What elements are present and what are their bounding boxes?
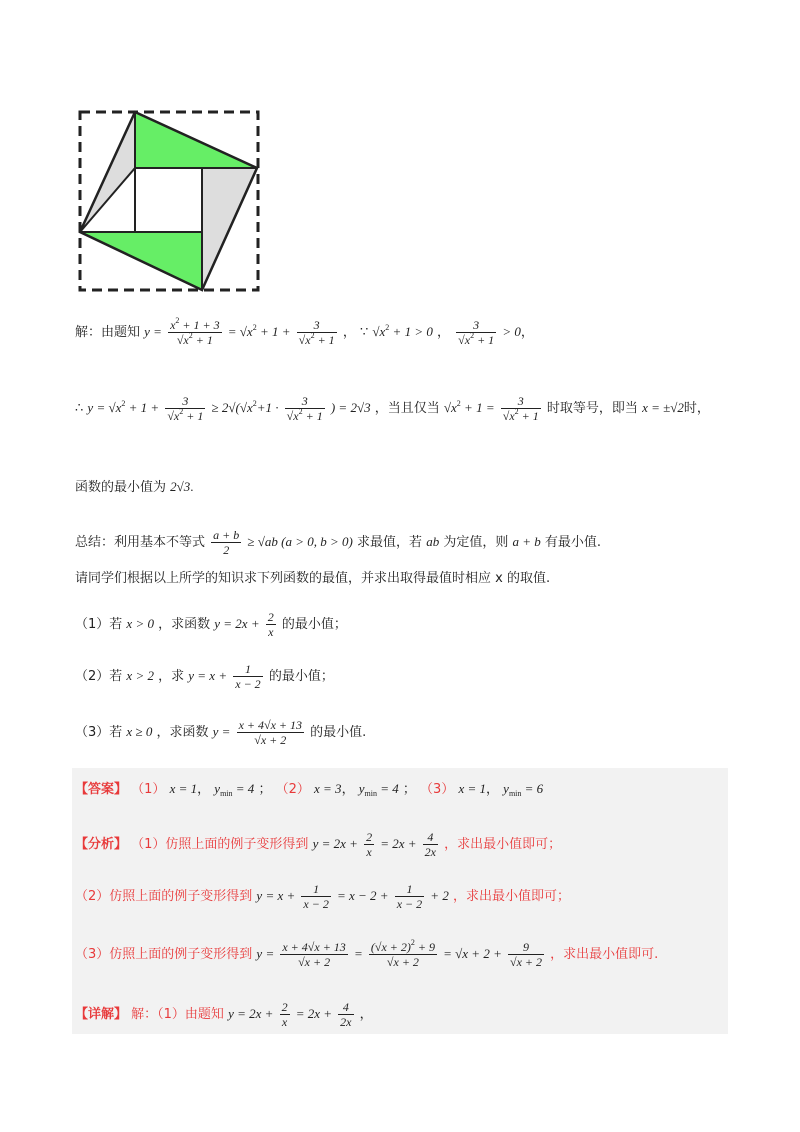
analysis-tag: 【分析】 [75, 837, 128, 852]
x-value: x = ±√2 [642, 400, 684, 415]
detail-line: 【详解】 解：（1）由题知 y = 2x + $\frac{2}{x}$ = 2x + $\frac{4}{2x}$ ， [75, 1000, 373, 1029]
inner-square [135, 168, 202, 232]
because-symbol: ∵ [359, 324, 369, 339]
problem-2: （2）若 x > 2 ，求 y = x + $\frac{1}{x - 2}$ 的最小值； [75, 662, 334, 691]
solution-prefix: 解：由题知 [75, 325, 141, 340]
prompt-text: 请同学们根据以上所学的知识求下列函数的最值，并求出取得最值时相应 x 的取值. [75, 571, 551, 586]
summary-line: 总结：利用基本不等式 $\frac{a + b}{2}$ ≥ √ab (a > 0, b > 0) 求最值，若 ab 为定值，则 a + b 有最小值. [75, 528, 602, 557]
detail-tag: 【详解】 [75, 1007, 128, 1022]
solution-equation-1: y = [144, 324, 162, 339]
problem-1: （1）若 x > 0 ，求函数 y = 2x + $\frac{2}{x}$ 的最小值； [75, 610, 347, 639]
fraction-1: $\frac{x^2 + 1 + 3}{√x^2 + 1}$ [170, 316, 220, 347]
min-value: 2√3 [170, 479, 191, 494]
solution-line-2: ∴ $y = √x^2 + 1$ + $\frac{3}{√x^2 + 1}$ ≥ $2√(√x^2+1$ · $\frac{3}{√x^2 + 1}$ ) = 2√3 ，当且仅当 $√x^2 + 1$ = $\frac{3}{√x^2 + 1}$ 时取等号，即当 x = ±√2时， [75, 394, 710, 423]
problem-3: （3）若 x ≥ 0 ，求函数 y = $\frac{x + 4√x + 13}{√x + 2}$ 的最小值. [75, 718, 367, 747]
therefore-symbol: ∴ [75, 400, 84, 415]
analysis-line-2: （2）仿照上面的例子变形得到 y = x + $\frac{1}{x - 2}$ = x − 2 + $\frac{1}{x - 2}$ + 2 ，求出最小值即可； [75, 882, 570, 911]
solution-line-3: 函数的最小值为 2√3. [75, 479, 194, 495]
solution-line-1: 解：由题知 y = $\frac{x^2 + 1 + 3}{√x^2 + 1}$ = $√x^2 + 1$ + $\frac{3}{√x^2 + 1}$ ， ∵ $√x^2 + 1 > 0$ ， $\frac{3}{√x^2 + 1}$ > 0， [75, 316, 534, 347]
analysis-line-1: 【分析】 （1）仿照上面的例子变形得到 y = 2x + $\frac{2}{x}$ = 2x + $\frac{4}{2x}$ ，求出最小值即可； [75, 830, 562, 859]
answer-tag: 【答案】 [75, 782, 128, 797]
condition-2: $\frac{3}{√x^2 + 1}$ [458, 318, 495, 347]
geometry-figure [76, 108, 262, 294]
analysis-line-3: （3）仿照上面的例子变形得到 y = $\frac{x + 4√x + 13}{√x + 2}$ = $\frac{(√x + 2)^2 + 9}{√x + 2}$ = √x + 2 + $\frac{9}{√x + 2}$ ，求出最小值即可. [75, 938, 659, 969]
condition-1: $√x^2 + 1 > 0$ [372, 323, 433, 339]
answer-line: 【答案】 （1） x = 1， $y_{min} = 4$ ； （2） x = 3， $y_{min} = 4$ ； （3） x = 1， $y_{min} = 6$ [75, 781, 544, 798]
